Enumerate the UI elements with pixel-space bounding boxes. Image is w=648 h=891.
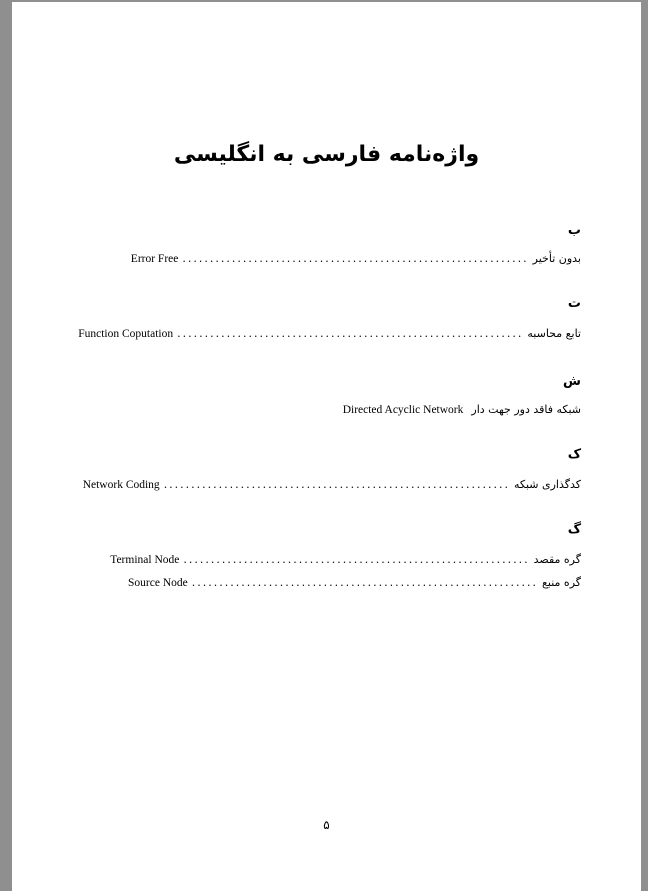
entry-persian-term: بدون تأخیر [532,252,581,265]
leader-dots: ............................................................... [163,478,510,491]
entry-persian-term: گره منبع [542,576,581,589]
glossary-entry-directed-acyclic-network [342,403,581,416]
entry-persian-term: گره مقصد [533,553,581,566]
section-letter-kaf: ک [567,447,581,462]
section-letter-te: ت [567,296,581,311]
leader-dots: ............................................................... [191,576,539,589]
section-letter-be: ب [567,223,581,238]
entry-english-term: Network Coding [82,479,160,491]
entry-persian-term: شبکه فاقد دور جهت دار [471,403,581,416]
entry-english-term: Source Node [128,577,188,589]
entry-english-term: Terminal Node [110,554,180,566]
leader-dots: ............................................................... [183,553,530,566]
leader-dots: ............................................................... [182,252,529,265]
entry-english-term: Function Coputation [78,328,174,340]
glossary-entry-network-coding [82,478,581,491]
entry-english-term: Directed Acyclic Network [342,404,464,416]
page-title: واژه‌نامه فارسی به انگلیسی [173,142,480,167]
section-letter-shin: ش [563,374,581,389]
section-letter-gaf: گ [567,522,581,537]
glossary-entry-error-free [130,252,581,265]
entry-persian-term: کدگذاری شبکه [513,478,581,491]
glossary-entry-source-node [128,576,581,589]
leader-dots: ............................................................... [177,327,524,340]
entry-persian-term: تابع محاسبه [527,327,581,340]
glossary-entry-function-coputation [78,327,581,340]
document-page [12,2,641,891]
page-number: ۵ [323,818,330,832]
entry-english-term: Error Free [130,253,179,265]
glossary-entry-terminal-node [110,553,581,566]
